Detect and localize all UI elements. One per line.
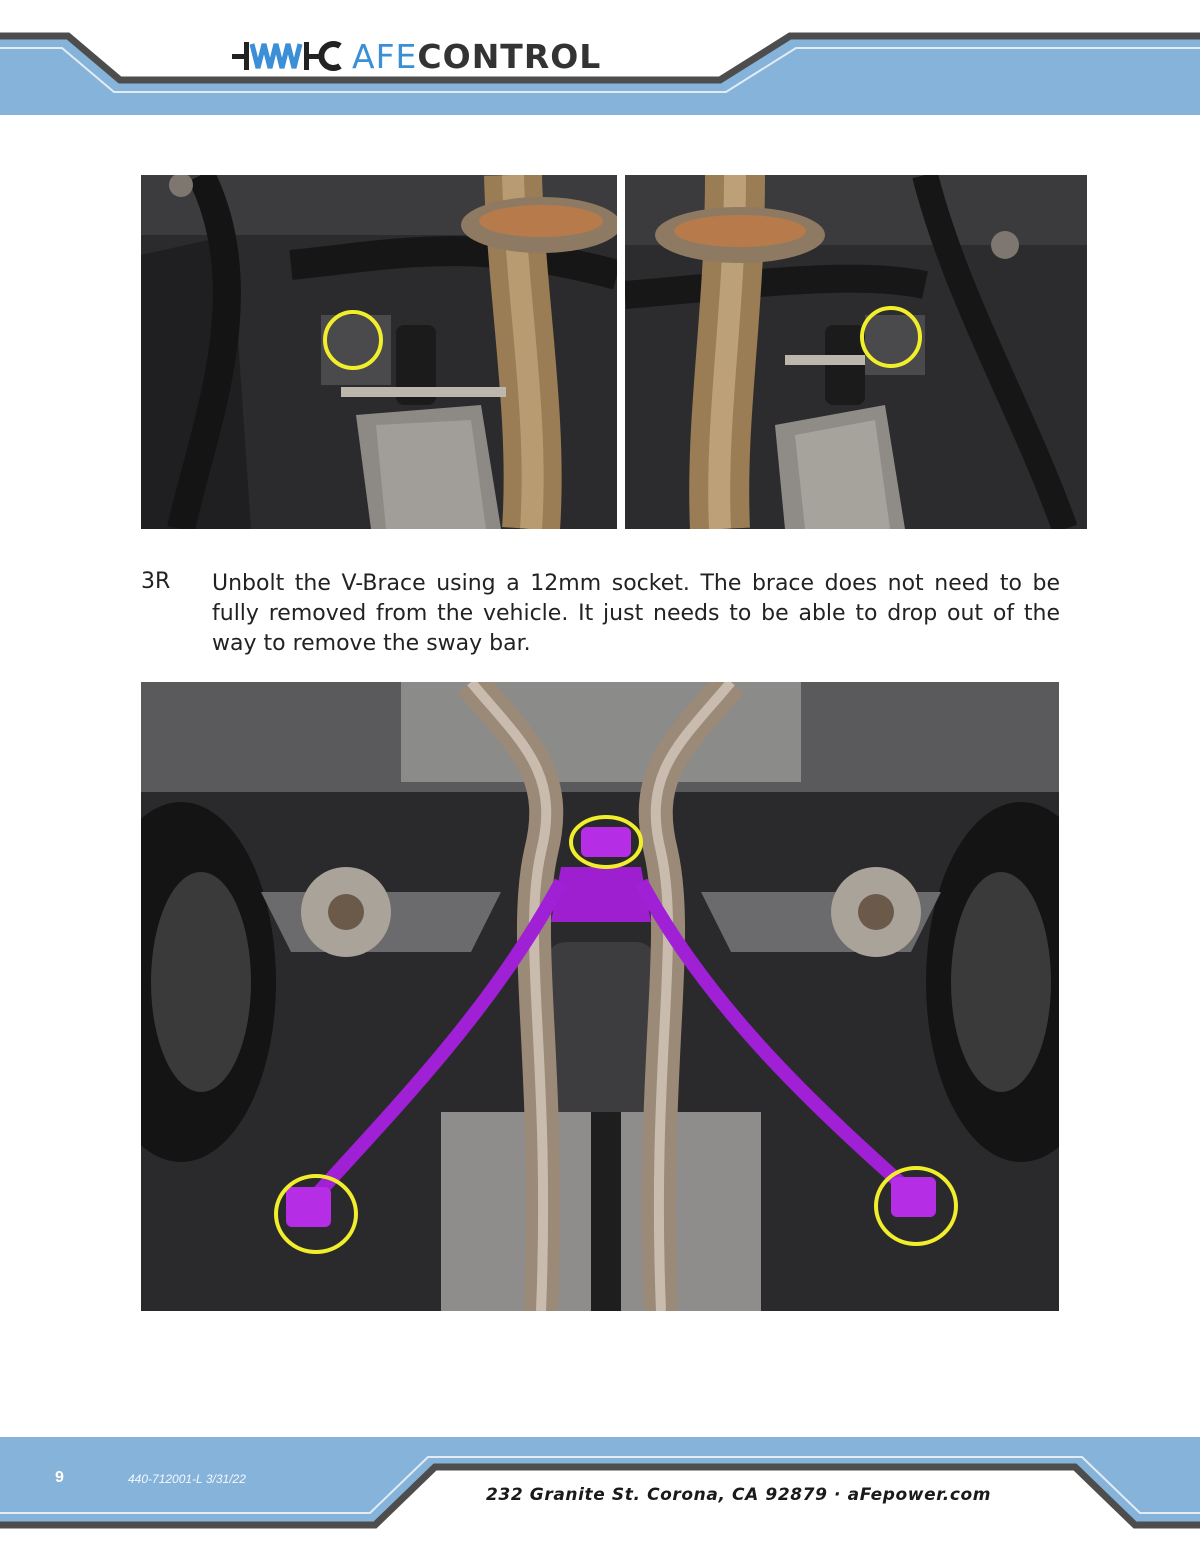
document-reference: 440-712001-L 3/31/22 (128, 1472, 246, 1486)
step-instruction: Unbolt the V-Brace using a 12mm socket. The brace does not need to be fully removed from the vehicle. It just needs to be able to drop out of the way to remove the sway bar. (212, 571, 1060, 656)
image-icon (141, 175, 617, 529)
step-number: 3R (141, 569, 171, 594)
brand-mark-icon (232, 38, 342, 74)
brand-logo (232, 36, 601, 76)
photo-v-brace-underside (141, 682, 1059, 1311)
page-number: 9 (55, 1469, 64, 1486)
image-icon (141, 682, 1059, 1311)
company-address: 232 Granite St. Corona, CA 92879 · aFepower.com (486, 1485, 992, 1505)
brand-wordmark: AFECONTROL (352, 36, 602, 76)
photo-left-sway-bar-bracket (141, 175, 617, 529)
image-icon (625, 175, 1087, 529)
photo-right-sway-bar-bracket (625, 175, 1087, 529)
